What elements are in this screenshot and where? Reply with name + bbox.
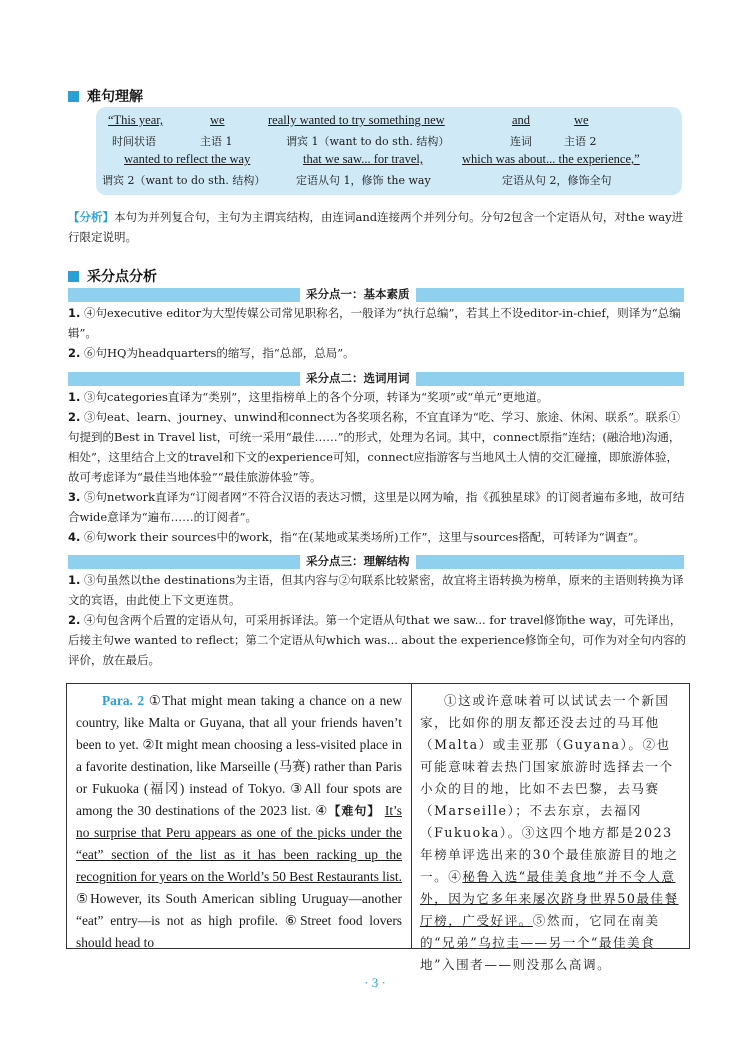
list-item: 4. ⑥句work their sources中的work，指“在(某地或某类场所)工作”，这里与sources搭配，可转译为“调查”。 xyxy=(68,530,646,544)
square-bullet-icon xyxy=(68,271,79,282)
segment-en: that we saw... for travel, xyxy=(303,152,423,166)
para-label: Para. 2 xyxy=(102,693,145,708)
segment-en: which was about... the experience,” xyxy=(462,152,640,166)
passage-chinese xyxy=(420,690,682,976)
list-item: 1. ③句虽然以the destinations为主语，但其内容与②句联系比较紧密，故宜将主语转换为榜单，原来的主语则转换为译文的宾语，由此使上下文更连贯。 xyxy=(68,573,684,607)
cn-text: ⑤然而，它同在南美的“兄弟”乌拉圭——另一个“最佳美食地”入围者——则没那么高调。 xyxy=(420,913,660,972)
list-item: 2. ⑥句HQ为headquarters的缩写，指“总部，总局”。 xyxy=(68,346,355,360)
segment-role: 定语从句 2，修饰全句 xyxy=(502,174,612,187)
segment-en: and xyxy=(512,113,531,127)
list-item: 2. ④句包含两个后置的定语从句，可采用拆译法。第一个定语从句that we saw... for travel修饰the way，可先译出，后接主句we wanted to reflect；第二个定语从句which was... about the experience修饰全句，可作为对全句内容的评价，放在最后。 xyxy=(68,613,686,667)
segment-en: really wanted to try something new xyxy=(268,113,445,127)
segment-role: 谓宾 1（want to do sth. 结构） xyxy=(286,135,450,148)
segment-role: 时间状语 xyxy=(112,135,156,148)
scoring-point-bar xyxy=(68,372,684,386)
segment-role: 谓宾 2（want to do sth. 结构） xyxy=(102,174,266,187)
segment-en: we xyxy=(574,113,589,127)
square-bullet-icon xyxy=(68,91,79,102)
list-item: 1. ④句executive editor为大型传媒公司常见职称名，一般译为“执行总编”，若其上不设editor-in-chief，则译为“总编辑”。 xyxy=(68,306,681,340)
sentence-breakdown-box xyxy=(96,107,682,195)
section-heading-scoring-points: 采分点分析 xyxy=(68,266,157,286)
list-item: 2. ③句eat、learn、journey、unwind和connect为各奖项名称，不宜直译为“吃、学习、旅途、休闲、联系”。联系①句提到的Best in Travel list，可统一采用“最佳……”的形式，处理为名词。其中，connect原指“连结；(融洽地)沟通，相处”，这里结合上文的travel和下文的experience可知，connect应指游客与当地风土人情的交汇碰撞，即旅游体验，故可考虑译为“最佳当地体验”“最佳旅游体验”等。 xyxy=(68,410,681,484)
passage-english xyxy=(76,690,402,954)
scoring-point-bar xyxy=(68,288,684,302)
analysis-tag: 【分析】 xyxy=(68,210,114,224)
segment-en: we xyxy=(210,113,225,127)
cn-text: ①这或许意味着可以试试去一个新国家，比如你的朋友都还没去过的马耳他（Malta）或圭亚那（Guyana）。②也可能意味着去热门国家旅游时选择去一个小众的目的地，比如不去巴黎，去马赛（Marseille）；不去东京，去福冈（Fukuoka）。③这四个地方都是2023年榜单评选出来的30个最佳旅游目的地之一。④ xyxy=(420,693,679,884)
scoring-point-label: 采分点三：理解结构 xyxy=(300,554,416,569)
column-divider xyxy=(411,683,412,949)
analysis-text: 本句为并列复合句，主句为主谓宾结构，由连词and连接两个并列分句。分句2包含一个定语从句，对the way进行限定说明。 xyxy=(68,210,684,244)
section-heading-difficult-sentence: 难句理解 xyxy=(68,86,143,106)
en-text: ⑤However, its South American sibling Uruguay—another “eat” entry—is not as high profile. ⑥Street food lovers should head to xyxy=(76,891,402,950)
segment-role: 主语 1 xyxy=(200,135,233,148)
segment-role: 连词 xyxy=(510,135,532,148)
en-text: ①That might mean taking a chance on a new country, like Malta or Guyana, that all your friends haven’t been to yet. ②It might mean choosing a less-visited place in a favorite destination, like Marseille (马赛) rather than Paris or Fukuoka (福冈) instead of Tokyo. ③All four spots are among the 30 destinations of the 2023 list. ④ xyxy=(76,693,402,818)
segment-role: 定语从句 1，修饰 the way xyxy=(296,174,431,187)
list-item: 1. ③句categories直译为“类别”，这里指榜单上的各个分项，转译为“奖项”或“单元”更地道。 xyxy=(68,390,549,404)
difficult-sentence-tag: 【难句】 xyxy=(328,804,381,818)
analysis-paragraph xyxy=(68,207,688,247)
scoring-point-label: 采分点二：选词用词 xyxy=(300,371,416,386)
segment-en: “This year, xyxy=(108,113,164,127)
cn-difficult-sentence: 秘鲁入选“最佳美食地”并不令人意外，因为它多年来屡次跻身世界50最佳餐厅榜，广受好评。 xyxy=(420,869,679,928)
segment-role: 主语 2 xyxy=(564,135,597,148)
page-number: · 3 · xyxy=(364,975,386,990)
list-item: 3. ⑤句network直译为“订阅者网”不符合汉语的表达习惯，这里是以网为喻，指《孤独星球》的订阅者遍布多地，故可结合wide意译为“遍布……的订阅者”。 xyxy=(68,490,685,524)
en-difficult-sentence: It’s no surprise that Peru appears as one of the picks under the “eat” section of the list as it has been racking up the recognition for years on the World’s 50 Best Restaurants list. xyxy=(76,803,402,884)
scoring-point-bar xyxy=(68,555,684,569)
segment-en: wanted to reflect the way xyxy=(124,152,251,166)
scoring-point-label: 采分点一：基本素质 xyxy=(300,287,416,302)
